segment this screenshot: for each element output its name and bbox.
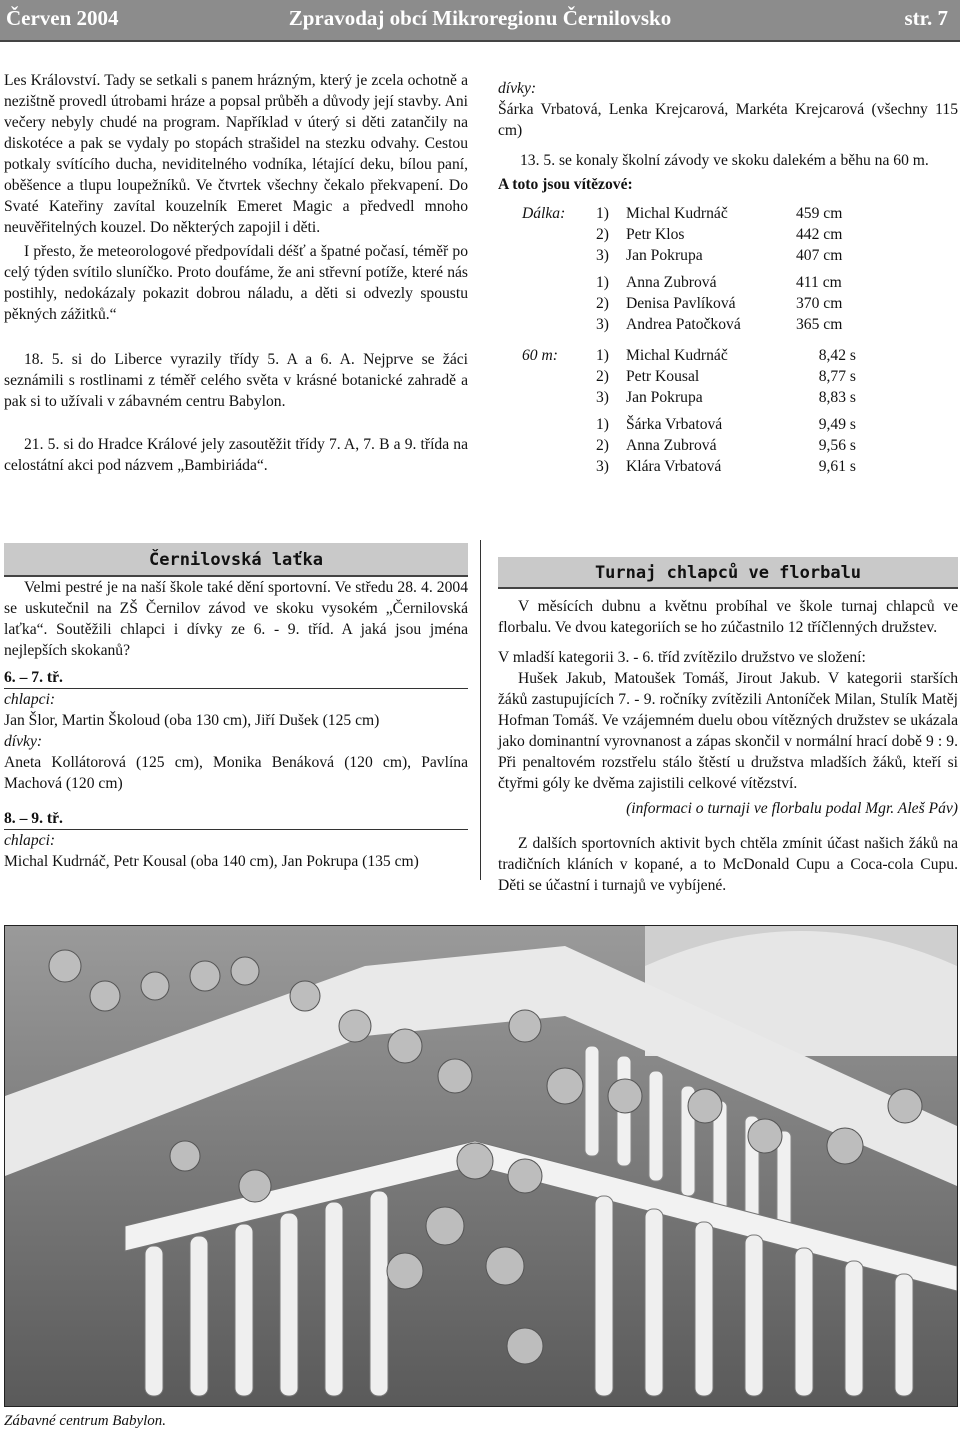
grade-8-9-boys: Michal Kudrnáč, Petr Kousal (oba 140 cm), Jan Pokrupa (135 cm) [4, 853, 419, 870]
rank: 2) [596, 437, 609, 454]
page-header [0, 0, 960, 42]
results-row [522, 435, 856, 456]
result-value: 8,77 s [818, 368, 856, 385]
results-row [522, 203, 856, 224]
grade-6-7-girls-label: dívky: [4, 733, 43, 750]
discipline-spacer [522, 387, 596, 411]
result-value: 407 cm [796, 247, 843, 264]
winners-label: A toto jsou vítězové: [498, 176, 633, 193]
discipline-spacer [522, 269, 596, 293]
rank: 3) [596, 316, 609, 333]
newsletter-title: Zpravodaj obcí Mikroregionu Černilovsko [288, 6, 672, 30]
athlete-name: Jan Pokrupa [626, 247, 703, 264]
rank: 1) [596, 416, 609, 433]
result-value: 8,83 s [818, 389, 856, 406]
camp-paragraph-1: Les Království. Tady se setkali s panem hrázným, který je zcela ochotně a nezištně provedl útrobami hráze a popsal průběh a důvody její stavby. Ani večery nebyly chudé na program. Například v úterý si děti zatančily na diskotéce a pak se vydaly po stopách strašidel na stezku odvahy. Cestou potkaly svítícího ducha, neviditelného vodníka, létající deku, bílou paní, oběšence a tlupu loupežníků. Ve čtvrtek všechny čekalo překvapení. Do Svaté Kateřiny zavítal kouzelník Emeret Magic a předvedl mnoho neuvěřitelných kouzel. Do některých zapojil i děti. [4, 72, 468, 236]
result-value: 411 cm [796, 274, 842, 291]
grade-8-9-heading: 8. – 9. tř. [4, 808, 468, 830]
long-jump-article [498, 78, 958, 477]
column-divider [480, 540, 481, 880]
florbal-credit: (informaci o turnaji ve florbalu podal Mgr. Aleš Páv) [626, 800, 958, 817]
issue-date: Červen 2004 [6, 6, 119, 30]
athlete-name: Michal Kudrnáč [626, 347, 728, 364]
results-row [522, 340, 856, 366]
latka-article [4, 577, 468, 872]
athlete-name: Anna Zubrová [626, 274, 717, 291]
results-table [522, 203, 856, 477]
result-value: 8,42 s [818, 347, 856, 364]
result-value: 9,56 s [818, 437, 856, 454]
photo-caption: Zábavné centrum Babylon. [4, 1413, 167, 1429]
discipline-spacer [522, 293, 596, 314]
results-row [522, 456, 856, 477]
discipline-spacer [522, 366, 596, 387]
camp-paragraph-2: I přesto, že meteorologové předpovídali déšť a špatné počasí, téměř po celý týden svítilo sluníčko. Proto doufáme, že ani střevní potíže, které nás postihly, nedokázaly pokazit dobrou náladu, a děti si odvezly spoustu pěkných zážitků.“ [4, 243, 468, 323]
athlete-name: Šárka Vrbatová [626, 416, 723, 433]
grade-6-7-boys: Jan Šlor, Martin Školoud (oba 130 cm), Jiří Dušek (125 cm) [4, 712, 380, 729]
discipline-spacer [522, 411, 596, 435]
athlete-name: Michal Kudrnáč [626, 205, 728, 222]
florbal-paragraph-1: V měsících dubnu a květnu probíhal ve škole turnaj chlapců ve florbalu. Ve dvou kategoriích se ho zúčastnilo 12 tříčlenných družstev. [498, 598, 958, 636]
results-row [522, 314, 856, 340]
result-value: 9,49 s [818, 416, 856, 433]
rank: 1) [596, 274, 609, 291]
discipline-label: 60 m: [522, 347, 558, 364]
discipline-spacer [522, 435, 596, 456]
results-row [522, 387, 856, 411]
rank: 3) [596, 247, 609, 264]
florbal-paragraph-2-first: V mladší kategorii 3. - 6. tříd zvítězilo družstvo ve složení: [498, 649, 866, 666]
result-value: 365 cm [796, 316, 843, 333]
babylon-photo [4, 925, 958, 1407]
result-value: 9,61 s [818, 458, 856, 475]
discipline-spacer [522, 314, 596, 340]
rank: 1) [596, 205, 609, 222]
camp-article [4, 70, 468, 476]
florbal-paragraph-3: Z dalších sportovních aktivit bych chtěla zmínit účast našich žáků na tradičních kláních v kopané, a to McDonald Cupu a Coca-cola Cupu. Děti se účastní i turnajů ve vybíjené. [498, 835, 958, 894]
results-row [522, 293, 856, 314]
athlete-name: Jan Pokrupa [626, 389, 703, 406]
girls-names: Šárka Vrbatová, Lenka Krejcarová, Markéta Krejcarová (všechny 115 cm) [498, 101, 958, 139]
discipline-spacer [522, 456, 596, 477]
page-number: str. 7 [904, 6, 948, 30]
staircase-children-illustration [5, 926, 957, 1406]
girls-label: dívky: [498, 80, 537, 97]
grade-6-7-boys-label: chlapci: [4, 691, 56, 708]
results-row [522, 224, 856, 245]
results-row [522, 411, 856, 435]
athlete-name: Petr Klos [626, 226, 685, 243]
athlete-name: Denisa Pavlíková [626, 295, 736, 312]
result-value: 459 cm [796, 205, 843, 222]
florbal-title: Turnaj chlapců ve florbalu [498, 557, 958, 589]
florbal-article [498, 596, 958, 896]
rank: 3) [596, 458, 609, 475]
discipline-spacer [522, 245, 596, 269]
result-value: 442 cm [796, 226, 843, 243]
florbal-paragraph-2: Hušek Jakub, Matoušek Tomáš, Jirout Jakub. V kategorii starších žáků zastupujících 7. - 9. ročníky zvítězili Antoníček Milan, Stulík Matěj Hofman Tomáš. Ve vzájemném duelu obou vítězných družstev se ukázala jako dominantní vyrovnanost a zápas skončil v normální hrací době 9 : 9. Při penaltovém rozstřelu stálo štěstí u družstva mladších žáků, kteří si čtyřmi góly ke dvěma zajistili celkové vítězství. [498, 670, 958, 792]
grade-8-9-boys-label: chlapci: [4, 832, 56, 849]
grade-6-7-girls: Aneta Kollátorová (125 cm), Monika Benáková (120 cm), Pavlína Machová (120 cm) [4, 754, 468, 792]
athlete-name: Anna Zubrová [626, 437, 717, 454]
race-date-line: 13. 5. se konaly školní závody ve skoku dalekém a běhu na 60 m. [520, 152, 929, 169]
liberec-paragraph: 18. 5. si do Liberce vyrazily třídy 5. A a 6. A. Nejprve se žáci seznámili s rostlinami z téměř celého světa v krásné botanické zahradě a pak si to užívali v zábavném centru Babylon. [4, 351, 468, 410]
hradec-paragraph: 21. 5. si do Hradce Králové jely zasoutěžit třídy 7. A, 7. B a 9. třída na celostátní akci pod názvem „Bambiriáda“. [4, 436, 468, 474]
rank: 2) [596, 226, 609, 243]
result-value: 370 cm [796, 295, 843, 312]
results-row [522, 366, 856, 387]
latka-title: Černilovská laťka [4, 543, 468, 577]
latka-intro: Velmi pestré je na naší škole také dění sportovní. Ve středu 28. 4. 2004 se uskutečnil na ZŠ Černilov závod ve skoku vysokém „Černilovská laťka“. Soutěžili chlapci i dívky ze 6. - 9. tříd. A jaká jsou jména nejlepších skokanů? [4, 579, 468, 659]
discipline-spacer [522, 224, 596, 245]
results-row [522, 245, 856, 269]
results-row [522, 269, 856, 293]
rank: 2) [596, 295, 609, 312]
athlete-name: Petr Kousal [626, 368, 700, 385]
rank: 2) [596, 368, 609, 385]
discipline-label: Dálka: [522, 205, 566, 222]
rank: 3) [596, 389, 609, 406]
grade-6-7-heading: 6. – 7. tř. [4, 667, 468, 689]
athlete-name: Andrea Patočková [626, 316, 741, 333]
athlete-name: Klára Vrbatová [626, 458, 722, 475]
rank: 1) [596, 347, 609, 364]
